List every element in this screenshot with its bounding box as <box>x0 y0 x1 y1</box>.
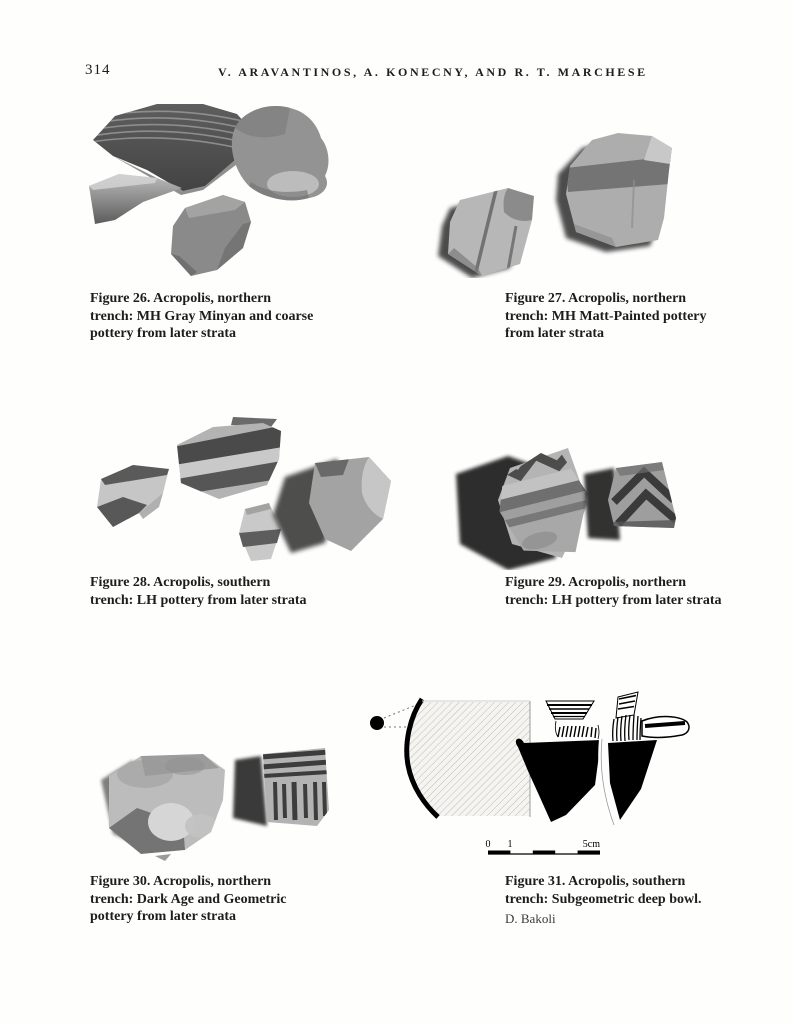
caption-line: trench: MH Matt-Painted pottery <box>505 308 707 324</box>
caption-line: trench: LH pottery from later strata <box>505 592 722 608</box>
figure-26-photo <box>85 98 395 283</box>
caption-line: Figure 28. Acropolis, southern <box>90 575 271 590</box>
running-head: V. ARAVANTINOS, A. KONECNY, AND R. T. MARCHESE <box>218 65 648 79</box>
figure-28-caption <box>90 574 307 609</box>
scale-label-5cm: 5cm <box>582 839 600 850</box>
pottery-sherd <box>171 195 251 276</box>
pottery-sherd <box>438 188 534 278</box>
scale-bar <box>486 839 601 854</box>
figure-30-photo <box>85 730 330 862</box>
caption-line: Figure 26. Acropolis, northern <box>90 291 272 306</box>
caption-line: trench: Subgeometric deep bowl. <box>505 891 702 907</box>
figure-29-photo <box>450 440 700 570</box>
caption-line: trench: MH Gray Minyan and coarse <box>90 308 314 324</box>
caption-line: Figure 27. Acropolis, northern <box>505 291 687 306</box>
figure-30-caption <box>90 873 286 926</box>
figure-27-caption <box>505 290 707 343</box>
figure-28-photo <box>85 415 400 567</box>
pottery-sherd <box>97 465 169 527</box>
caption-line: pottery from later strata <box>90 909 237 924</box>
pottery-sherd <box>273 457 391 553</box>
caption-line: Figure 31. Acropolis, southern <box>505 874 686 889</box>
caption-line: trench: LH pottery from later strata <box>90 592 307 608</box>
caption-line: Figure 29. Acropolis, northern <box>505 575 687 590</box>
pottery-sherd <box>556 133 672 252</box>
pottery-sherd <box>233 748 329 826</box>
figure-31-drawing <box>370 685 700 860</box>
pottery-sherd <box>173 417 285 499</box>
figure-29-caption <box>505 574 722 609</box>
figure-31-caption <box>505 873 702 928</box>
caption-line: Figure 30. Acropolis, northern <box>90 874 272 889</box>
figure-26-caption <box>90 290 313 343</box>
painted-exterior-right-fragment <box>601 692 689 825</box>
page-number: 314 <box>85 62 111 78</box>
vessel-profile-section <box>407 699 530 817</box>
illustrator-credit: D. Bakoli <box>505 911 556 926</box>
caption-line: trench: Dark Age and Geometric <box>90 891 287 907</box>
pottery-sherd <box>232 106 329 200</box>
pottery-sherd <box>584 462 678 540</box>
figure-27-photo <box>420 128 710 278</box>
pottery-sherd <box>101 754 225 861</box>
caption-line: pottery from later strata <box>90 326 237 341</box>
scale-label-one: 1 <box>507 839 513 850</box>
caption-line: from later strata <box>505 326 604 341</box>
scale-label-zero: 0 <box>485 839 491 850</box>
